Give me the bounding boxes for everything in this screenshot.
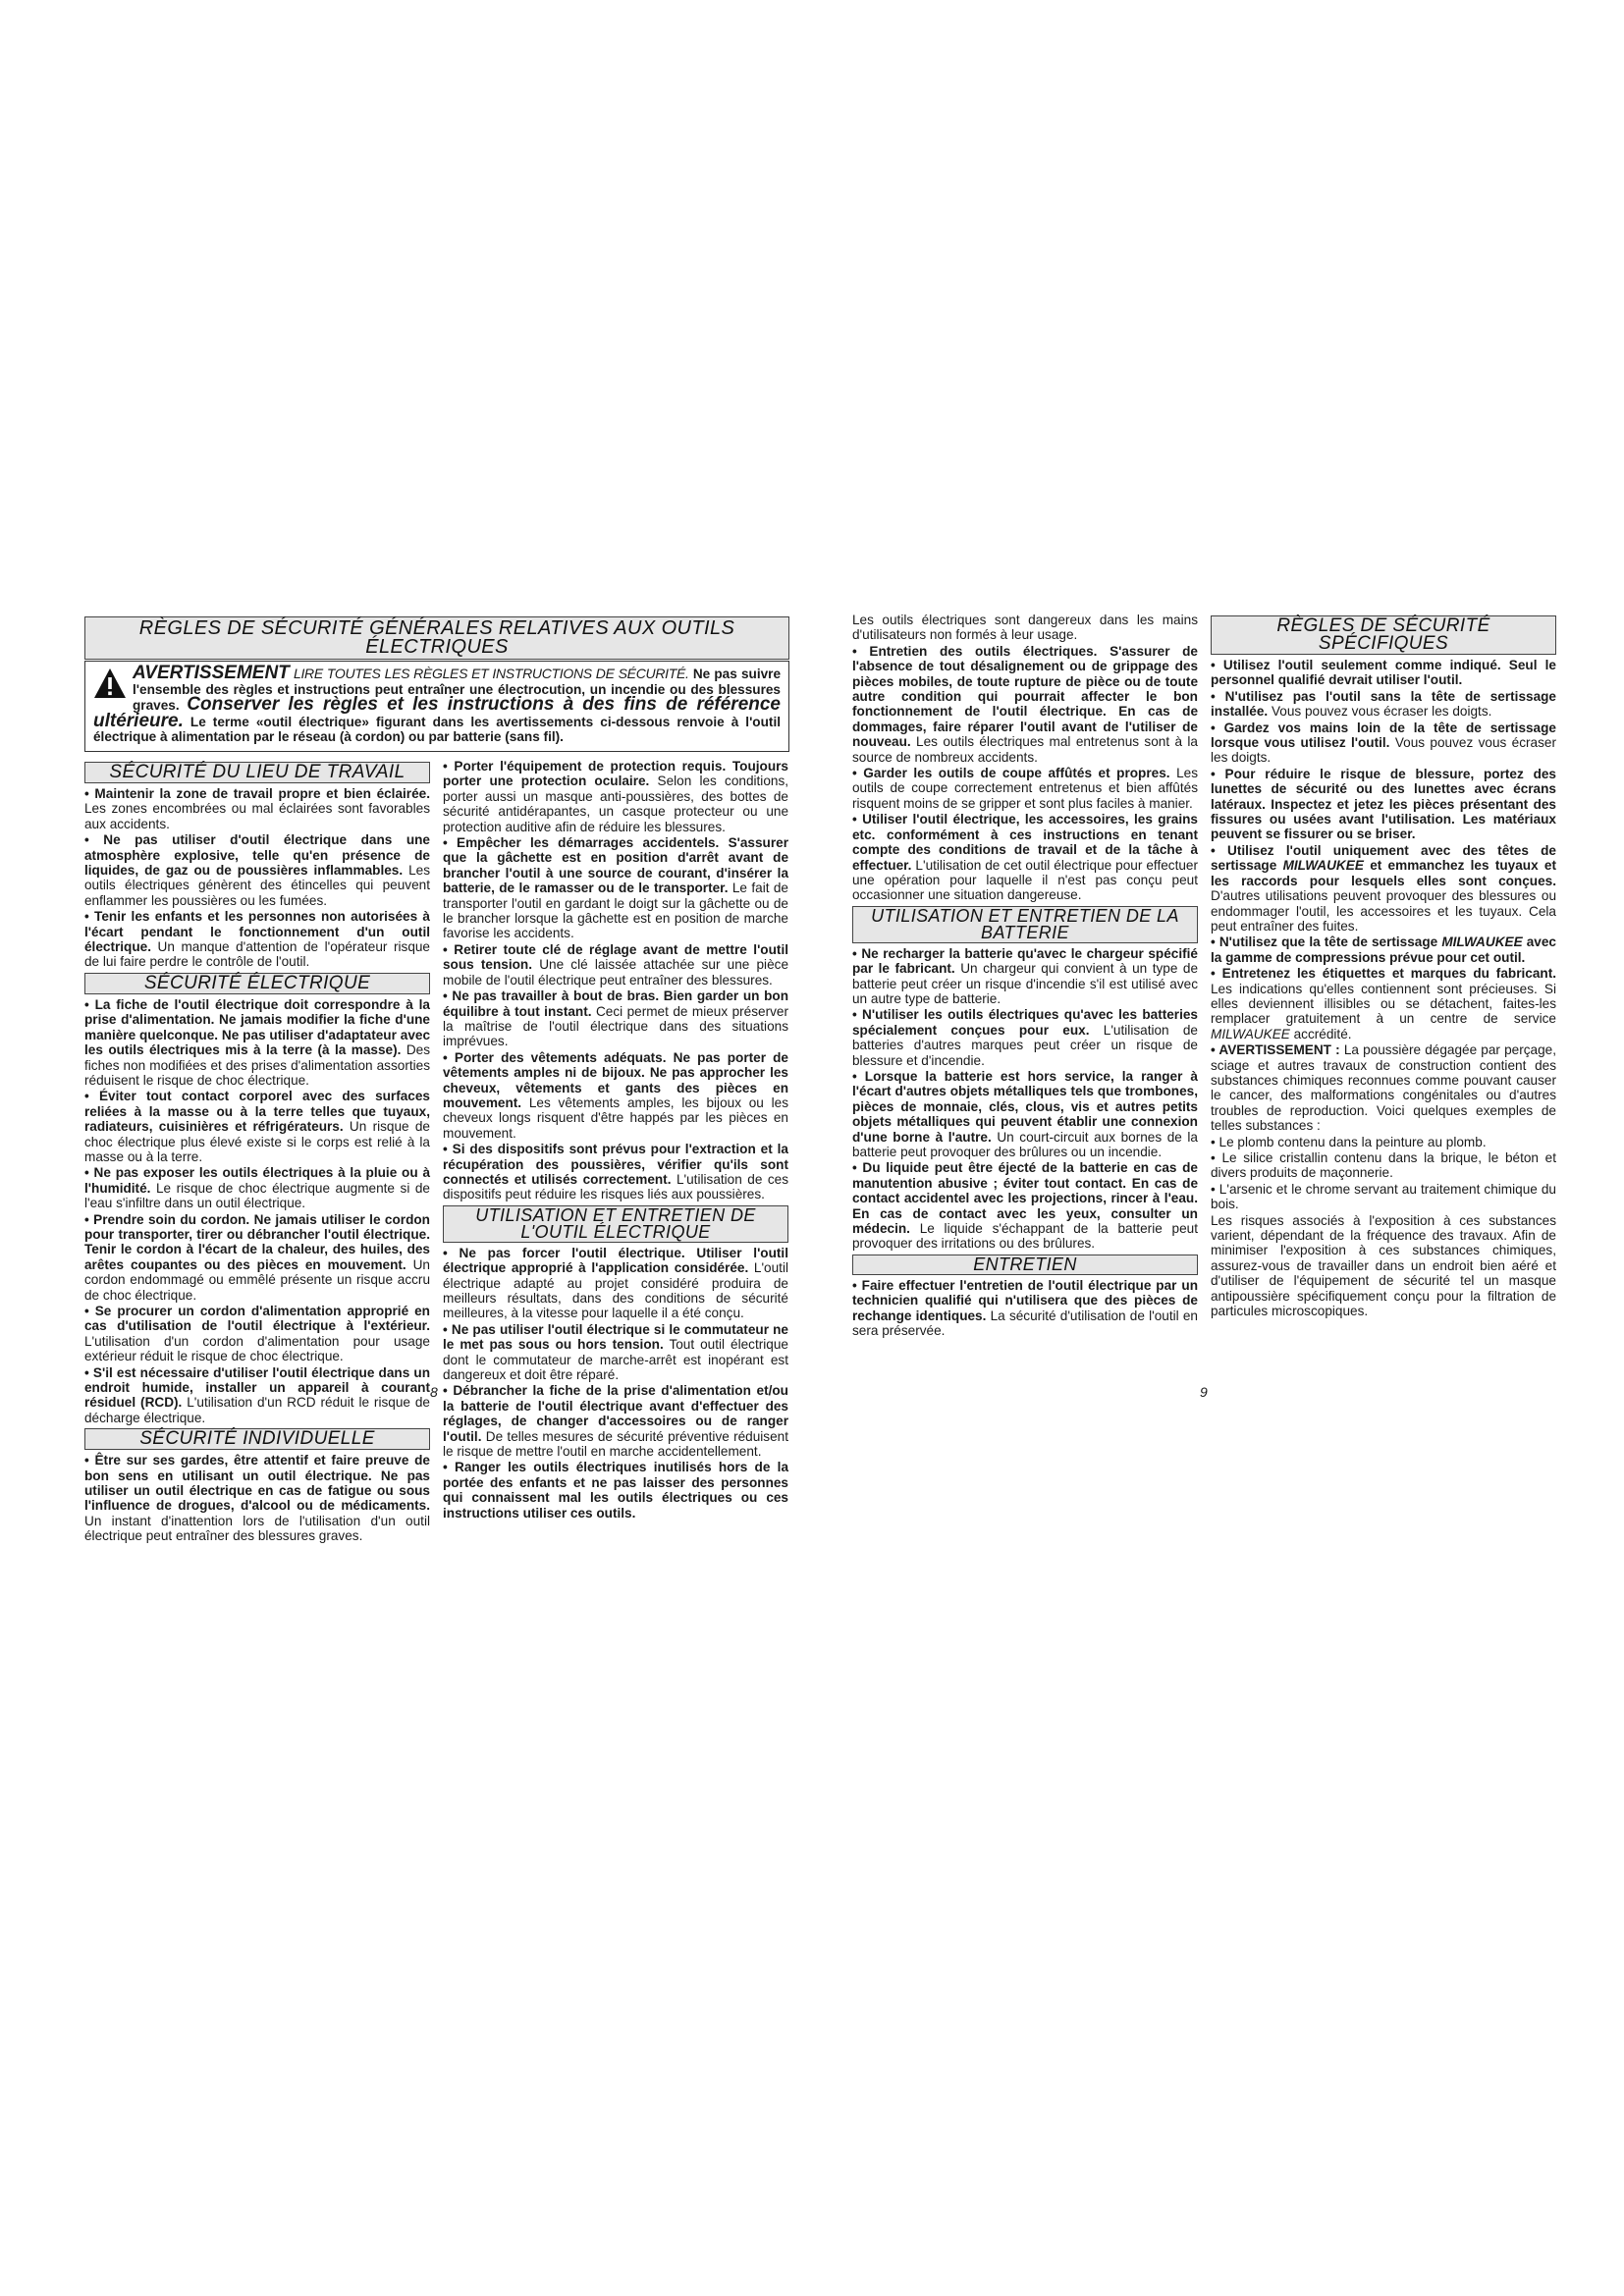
paragraph: • Garder les outils de coupe affûtés et propres. Les outils de coupe correctement entretenus et bien affûtés risquent moins de se gripper et sont plus faciles à manier. (852, 766, 1199, 811)
paragraph: • Utiliser l'outil électrique, les accessoires, les grains etc. conformément à ces instructions en tenant compte des conditions de travail et de la tâche à effectuer. L'utilisation de cet outil électrique pour effectuer une opération pour laquelle il n'est pas conçu peut occasionner une situation dangereuse. (852, 812, 1198, 903)
warning-triangle-icon (93, 667, 127, 699)
warning-box (84, 661, 789, 752)
paragraph: • Du liquide peut être éjecté de la batterie en cas de manutention abusive ; éviter tout contact. En cas de contact accidentel avec les projections, rincer à l'eau. En cas de contact avec les yeux, consulter un médecin. Le liquide s'échappant de la batterie peut provoquer des irritations ou des brûlures. (852, 1160, 1198, 1252)
warning-keep-instructions: Conserver les règles et les instructions à des fins de référence ultérieure. (93, 694, 781, 731)
brand-name: MILWAUKEE (1211, 1026, 1290, 1041)
paragraph: • Utilisez l'outil uniquement avec des têtes de sertissage MILWAUKEE et emmanchez les tuyaux et les raccords pour lesquels elles sont conçues. D'autres utilisations peuvent provoquer des blessures ou endommager l'outil, les accessoires et les tuyaux. Cela peut entraîner des fuites. (1211, 842, 1557, 934)
paragraph: • N'utiliser les outils électriques qu'avec les batteries spécialement conçues pour eux. L'utilisation de batteries d'autres marques peut créer un risque de blessure et d'incendie. (852, 1007, 1198, 1068)
paragraph: • Prendre soin du cordon. Ne jamais utiliser le cordon pour transporter, tirer ou débrancher l'outil électrique. Tenir le cordon à l'écart de la chaleur, des huiles, des arêtes coupantes ou des pièces en mouvement. Un cordon endommagé ou emmêlé présente un risque accru de choc électrique. (84, 1211, 430, 1303)
heading-lieu-de-travail: SÉCURITÉ DU LIEU DE TRAVAIL (84, 762, 430, 783)
paragraph: • Entretenez les étiquettes et marques du fabricant. Les indications qu'elles contiennent sont précieuses. Si elles deviennent illisibles ou se détachent, faites-les remplacer gratuitement à un centre de service MILWAUKEE accrédité. (1211, 966, 1556, 1041)
warning-title: AVERTISSEMENT (133, 663, 290, 683)
heading-securite-individuelle: SÉCURITÉ INDIVIDUELLE (84, 1428, 430, 1450)
paragraph: • S'il est nécessaire d'utiliser l'outil électrique dans un endroit humide, installer un appareil à courant résiduel (RCD). L'utilisation d'un RCD réduit le risque de décharge électrique. (84, 1364, 430, 1425)
left-column-1 (84, 759, 430, 1545)
paragraph: • Ranger les outils électriques inutilisés hors de la portée des enfants et ne pas laisser des personnes qui connaissent mal les outils électriques ou ces instructions utiliser ces outils. (443, 1460, 788, 1521)
heading-entretien: ENTRETIEN (852, 1255, 1198, 1275)
paragraph: • N'utilisez pas l'outil sans la tête de sertissage installée. Vous pouvez vous écraser les doigts. (1211, 688, 1556, 720)
paragraph: • N'utilisez que la tête de sertissage MILWAUKEE avec la gamme de compressions prévue pour cet outil. (1211, 934, 1556, 965)
left-page-title: RÈGLES DE SÉCURITÉ GÉNÉRALES RELATIVES AUX OUTILS ÉLECTRIQUES (84, 616, 789, 660)
paragraph: • Gardez vos mains loin de la tête de sertissage lorsque vous utilisez l'outil. Vous pouvez vous écraser les doigts. (1211, 720, 1556, 766)
right-column-2 (1211, 613, 1556, 1319)
heading-utilisation-batterie: UTILISATION ET ENTRETIEN DE LA BATTERIE (852, 906, 1198, 943)
left-column-2 (443, 759, 788, 1522)
paragraph: • Pour réduire le risque de blessure, portez des lunettes de sécurité ou des lunettes avec écrans latéraux. Inspectez et jetez les pièces présentant des fissures ou usées avant l'utilisation. Les matériaux peuvent se fissurer ou se briser. (1211, 766, 1556, 842)
paragraph: • Le plomb contenu dans la peinture au plomb. (1211, 1134, 1487, 1149)
paragraph: • Porter des vêtements adéquats. Ne pas porter de vêtements amples ni de bijoux. Ne pas approcher les cheveux, vêtements et gants des pièces en mouvement. Les vêtements amples, les bijoux ou les cheveux longs risquent d'être happés par les pièces en mouvement. (443, 1049, 789, 1141)
page-number-right: 9 (1200, 1384, 1208, 1400)
paragraph: • Si des dispositifs sont prévus pour l'extraction et la récupération des poussières, vérifier qu'ils sont connectés et utilisés correctement. L'utilisation de ces dispositifs peut réduire les risques liés aux poussières. (443, 1142, 789, 1202)
left-page-title-box (84, 616, 789, 660)
warning-text-1: Ne pas suivre l'ensemble des règles et instructions peut entraîner une électrocution, un incendie ou des blessures graves. (133, 667, 782, 714)
paragraph: • Ne pas utiliser d'outil électrique dans une atmosphère explosive, telle qu'en présence de liquides, de gaz ou de poussières inflammables. Les outils électriques génèrent des étincelles qui peuvent enflammer les poussières ou les fumées. (84, 832, 430, 908)
brand-name: MILWAUKEE (1441, 934, 1523, 950)
paragraph: • Faire effectuer l'entretien de l'outil électrique par un technicien qualifié qui n'utilisera que des pièces de rechange identiques. La sécurité d'utilisation de l'outil en sera préservée. (852, 1277, 1198, 1339)
paragraph: • Ne pas utiliser l'outil électrique si le commutateur ne le met pas sous ou hors tension. Tout outil électrique dont le commutateur de marche-arrêt est inopérant est dangereux et doit être réparé. (443, 1321, 788, 1383)
brand-name: MILWAUKEE (1282, 858, 1364, 874)
heading-securite-electrique: SÉCURITÉ ÉLECTRIQUE (84, 973, 430, 994)
heading-utilisation-outil: UTILISATION ET ENTRETIEN DE L'OUTIL ÉLECTRIQUE (443, 1205, 788, 1243)
heading-regles-specifiques: RÈGLES DE SÉCURITÉ SPÉCIFIQUES (1211, 615, 1556, 655)
page-number-left: 8 (430, 1384, 438, 1400)
right-column-1 (852, 613, 1198, 1339)
paragraph: • La fiche de l'outil électrique doit correspondre à la prise d'alimentation. Ne jamais modifier la fiche d'une manière quelconque. Ne pas utiliser d'adaptateur avec les outils électriques mis à la terre (à la masse). Des fiches non modifiées et des prises d'alimentation assorties réduisent le risque de choc électrique. (84, 996, 430, 1088)
paragraph: • Être sur ses gardes, être attentif et faire preuve de bon sens en utilisant un outil électrique. Ne pas utiliser un outil électrique en cas de fatigue ou sous l'influence de drogues, d'alcool ou de médicaments. Un instant d'inattention lors de l'utilisation d'un outil électrique peut entraîner des blessures graves. (84, 1453, 430, 1544)
paragraph: • Porter l'équipement de protection requis. Toujours porter une protection oculaire. Selon les conditions, porter aussi un masque anti-poussières, des bottes de sécurité antidérapantes, un casque protecteur ou une protection auditive afin de réduire les blessures. (443, 759, 789, 834)
paragraph: • Débrancher la fiche de la prise d'alimentation et/ou la batterie de l'outil électrique avant d'effectuer des réglages, de changer d'accessoires ou de ranger l'outil. De telles mesures de sécurité préventive réduisent le risque de mettre l'outil en marche accidentellement. (443, 1383, 788, 1460)
paragraph: • Éviter tout contact corporel avec des surfaces reliées à la masse ou à la terre telles que tuyaux, radiateurs, cuisinières et réfrigérateurs. Un risque de choc électrique plus élevé existe si le corps est relié à la masse ou à la terre. (84, 1089, 430, 1164)
paragraph: • Maintenir la zone de travail propre et bien éclairée. Les zones encombrées ou mal éclairées sont favorables aux accidents. (84, 786, 430, 831)
paragraph: • Lorsque la batterie est hors service, la ranger à l'écart d'autres objets métalliques tels que trombones, pièces de monnaie, clés, clous, vis et autres petits objets métalliques qui peuvent établir une connexion d'une borne à l'autre. Un court-circuit aux bornes de la batterie peut provoquer des brûlures ou un incendie. (852, 1068, 1198, 1159)
paragraph: Les risques associés à l'exposition à ces substances varient, dépendant de la fréquence des travaux. Afin de minimiser l'exposition à ces substances chimiques, assurez-vous de travailler dans un endroit bien aéré et d'utiliser de l'équipement de sécurité tel un masque antipoussière spécifiquement conçu pour la filtration de particules microscopiques. (1211, 1212, 1556, 1319)
paragraph: • Ne pas forcer l'outil électrique. Utiliser l'outil électrique approprié à l'application considérée. L'outil électrique adapté au projet considéré produira de meilleurs résultats, dans des conditions de sécurité meilleures, à la vitesse pour laquelle il a été conçu. (443, 1245, 788, 1321)
paragraph: • Tenir les enfants et les personnes non autorisées à l'écart pendant le fonctionnement d'un outil électrique. Un manque d'attention de l'opérateur risque de lui faire perdre le contrôle de l'outil. (84, 909, 430, 970)
paragraph: • Entretien des outils électriques. S'assurer de l'absence de tout désalignement ou de grippage des pièces mobiles, de toute rupture de pièce ou de toute autre condition qui pourrait affecter le bon fonctionnement de l'outil électrique. En cas de dommages, faire réparer l'outil avant de l'utiliser de nouveau. Les outils électriques mal entretenus sont à la source de nombreux accidents. (852, 643, 1198, 765)
paragraph: • Se procurer un cordon d'alimentation approprié en cas d'utilisation de l'outil électrique à l'extérieur. L'utilisation d'un cordon d'alimentation pour usage extérieur réduit le risque de choc électrique. (84, 1304, 430, 1364)
warning-text-2: Le terme «outil électrique» figurant dans les avertissements ci-dessous renvoie à l'outil électrique à alimentation par le réseau (à cordon) ou par batterie (sans fil). (93, 714, 781, 745)
paragraph: • Retirer toute clé de réglage avant de mettre l'outil sous tension. Une clé laissée attachée sur une pièce mobile de l'outil électrique peut entraîner des blessures. (443, 941, 788, 988)
paragraph: • Utilisez l'outil seulement comme indiqué. Seul le personnel qualifié devrait utiliser l'outil. (1211, 658, 1556, 688)
paragraph: • Ne recharger la batterie qu'avec le chargeur spécifié par le fabricant. Un chargeur qui convient à un type de batterie peut créer un risque d'incendie s'il est utilisé avec un autre type de batterie. (852, 945, 1199, 1006)
paragraph: • AVERTISSEMENT : La poussière dégagée par perçage, sciage et autres travaux de construction contient des substances chimiques reconnues comme pouvant causer le cancer, des malformations congénitales ou d'autres troubles de reproduction. Voici quelques exemples de telles substances : (1211, 1042, 1557, 1134)
paragraph: • Ne pas travailler à bout de bras. Bien garder un bon équilibre à tout instant. Ceci permet de mieux préserver la maîtrise de l'outil électrique dans des situations imprévues. (443, 988, 788, 1049)
warning-caps: LIRE TOUTES LES RÈGLES ET INSTRUCTIONS DE SÉCURITÉ. (293, 666, 689, 681)
paragraph: • Empêcher les démarrages accidentels. S'assurer que la gâchette est en position d'arrêt avant de brancher l'outil à une source de courant, d'insérer la batterie, de le ramasser ou de le transporter. Le fait de transporter l'outil en gardant le doigt sur la gâchette ou de le brancher lorsque la gâchette est en position de marche favorise les accidents. (443, 835, 788, 941)
paragraph: • Le silice cristallin contenu dans la brique, le béton et divers produits de maçonnerie. (1211, 1150, 1556, 1181)
paragraph: • L'arsenic et le chrome servant au traitement chimique du bois. (1211, 1181, 1556, 1212)
paragraph: • Ne pas exposer les outils électriques à la pluie ou à l'humidité. Le risque de choc électrique augmente si de l'eau s'infiltre dans un outil électrique. (84, 1165, 430, 1211)
paragraph: Les outils électriques sont dangereux dans les mains d'utilisateurs non formés à leur usage. (852, 613, 1198, 643)
